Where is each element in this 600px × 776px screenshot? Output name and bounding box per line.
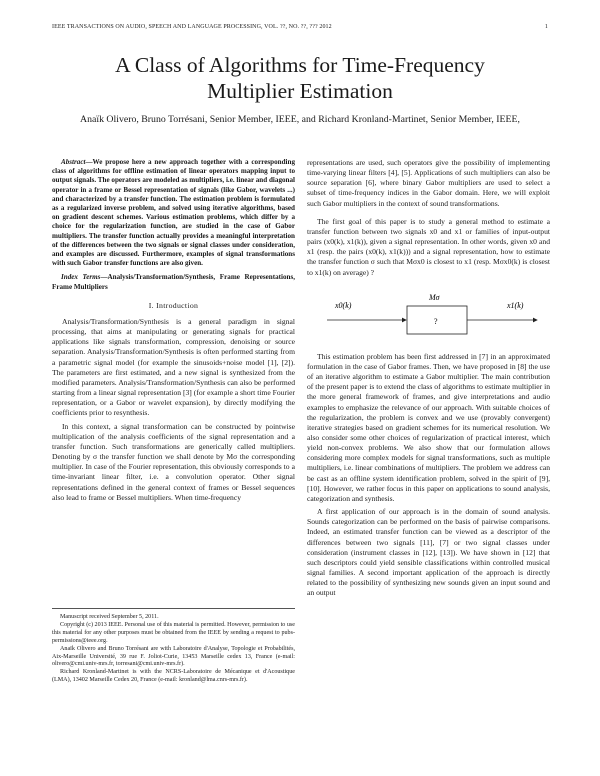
paper-title <box>40 52 560 104</box>
footnotes <box>52 608 295 685</box>
running-header <box>52 24 548 30</box>
multiplier-diagram <box>307 284 550 346</box>
footnote-copyright: Copyright (c) 2013 IEEE. Personal use of this material is permitted. However, permission to use this material for any other purposes must be obtained from the IEEE by sending a request to pubs-permissions@ieee.org. <box>52 621 295 644</box>
author-list: Anaïk Olivero, Bruno Torrésani, Senior Member, IEEE, and Richard Kronland-Martinet, Senior Member, IEEE, <box>80 114 520 125</box>
right-column <box>307 158 550 598</box>
section-heading-introduction: I. Introduction <box>148 300 199 310</box>
intro-paragraph-1: Analysis/Transformation/Synthesis is a general paradigm in signal processing, that aims at manipulating or generating signals for practical applications like signals transformation, compression, denoising or source separation. Analysis/Transformation/Synthesis is often performed starting from a parametric signal model (for example the sinusoids+noise model [1], [2]). The parameters are first estimated, and a new signal is synthesized from the modified parameters. Analysis/Transformation/Synthesis can also be performed starting from a linear signal representation [3] (for example a short time Fourier representation, or a Gabor or wavelet expansion), by directly modifying the coefficients prior to resynthesis. <box>52 317 295 418</box>
right-paragraph-application: A first application of our approach is in the domain of sound analysis. Sounds categorization can be performed on the basis of pairwise comparisons. Indeed, an estimated transfer function can be viewed as a descriptor of the differences between two signals [11], [7] or two signal classes under consideration (instrument classes in [12], [13]). We have shown in [12] that such descriptors could yield sensible classifications within controlled musical signal families. A second important application of the approach is directly related to the possibility of synthesizing new sounds given an input sound and an output <box>307 507 550 598</box>
title-line-1: A Class of Algorithms for Time-Frequency <box>115 53 485 77</box>
right-paragraph-continued: representations are used, such operators give the possibility of implementing time-varying linear filters [4], [5]. Applications of such multipliers can also be source separation [6], where binary Gabor multipliers are used to select a subset of time-frequency indices in the Gabor domain. Here, we will exploit such Gabor multipliers in the context of sound transformations. <box>307 158 550 208</box>
left-column <box>52 158 295 503</box>
right-paragraph-goal: The first goal of this paper is to study a general method to estimate a transfer function between two signals x0 and x1 or families of input-output pairs (x0(k), x1(k)), given a signal representation. In other words, given x0 and x1 (resp. the pairs (x0(k), x1(k))) and a signal representation, how to estimate the transfer function σ such that Mσx0 is closest to x1 (resp. Mσx0(k) is closest to x1(k) on average) ? <box>307 216 550 277</box>
right-paragraph-contribution: This estimation problem has been first addressed in [7] in an approximated formulation in the case of Gabor frames. Then, we have proposed in [8] the use of an iterative algorithm to estimate a Gabor multiplier. The main contribution of the present paper is to extend the class of algorithms to estimate multiplier in the more general framework of frames, and give interpretations and audio examples to emphasize the relevance of our approach. With suitable choices of the regularization, the problem is convex and we use (provably convergent) iterative strategies based on gradient schemes for its numerical resolution. We also consider some other choices of regularization of practical interest, which yield non-convex problems. We also show that our formulation allows considering more complex models for signal transformations, such as multiple multipliers, i.e. linear combinations of multipliers. The problem we address can be cast as an offline system identification problem, solved in the spirit of [9], [10]. However, we rather focus in this paper on applications to sound analysis, categorization and synthesis. <box>307 351 550 503</box>
diagram-svg <box>307 284 550 346</box>
journal-header: IEEE TRANSACTIONS ON AUDIO, SPEECH AND LANGUAGE PROCESSING, VOL. ??, NO. ??, ??? 2012 <box>52 24 332 30</box>
input-label: x0(k) <box>335 300 352 310</box>
output-label: x1(k) <box>507 300 524 310</box>
abstract <box>52 158 295 268</box>
footnote-affiliation-2: Richard Kronland-Martinet is with the NCRS-Laboratoire de Mécanique et d'Acoustique (LMA), 13402 Marseille Cedex 20, France (e-mail: kronland@lma.cnrs-mrs.fr). <box>52 669 295 684</box>
operator-label: Mσ <box>429 292 440 302</box>
abstract-text: —We propose here a new approach together with a corresponding class of algorithms for offline estimation of linear operators mapping input to output signals. The operators are modeled as multipliers, i.e. linear and diagonal operator in a frame or Bessel representation of signals (like Gabor, wavelets ...) and characterized by a transfer function. The estimation problem is formulated as a regularized inverse problem, and solved using iterative algorithms, based on gradient descent schemes. Various estimation problems, which differ by a choice for the regularization function, are studied in the case of Gabor multipliers. The transfer function actually provides a meaningful interpretation of the differences between the two signals or signal classes under consideration, and examples are discussed. Furthermore, examples of signal transformations with such Gabor transfer functions are also given. <box>52 158 295 268</box>
index-terms-text: —Analysis/Transformation/Synthesis, Frame Representations, Frame Multipliers <box>52 273 296 291</box>
index-terms <box>52 273 295 291</box>
index-terms-lead: Index Terms <box>61 273 101 282</box>
intro-paragraph-2: In this context, a signal transformation can be constructed by pointwise multiplication of the analysis coefficients of the signal representation and a transfer function. Such transformations are generically called multipliers. Denoting by σ the transfer function we shall denote by Mσ the corresponding multiplier. In case of the Fourier representation, this obviously corresponds to a time-invariant linear filter, i.e. a convolution operator. Other signal representations defined in the general context of frames or Bessel sequences also lead to frame or Bessel multipliers. When time-frequency <box>52 421 295 502</box>
title-line-2: Multiplier Estimation <box>207 79 393 103</box>
footnote-received: Manuscript received September 5, 2011. <box>60 614 159 620</box>
footnote-affiliation-1: Anaïk Olivero and Bruno Torrésani are with Laboratoire d'Analyse, Topologie et Probabilités, Aix-Marseille Université, 39 rue F. Joliot-Curie, 13453 Marseille cedex 13, France (e-mail: olivero@cmi.univ-mrs.fr, torresani@cmi.univ-mrs.fr). <box>52 645 295 668</box>
box-question-mark: ? <box>434 316 438 326</box>
page-number: 1 <box>544 24 548 30</box>
abstract-lead: Abstract <box>61 158 86 166</box>
